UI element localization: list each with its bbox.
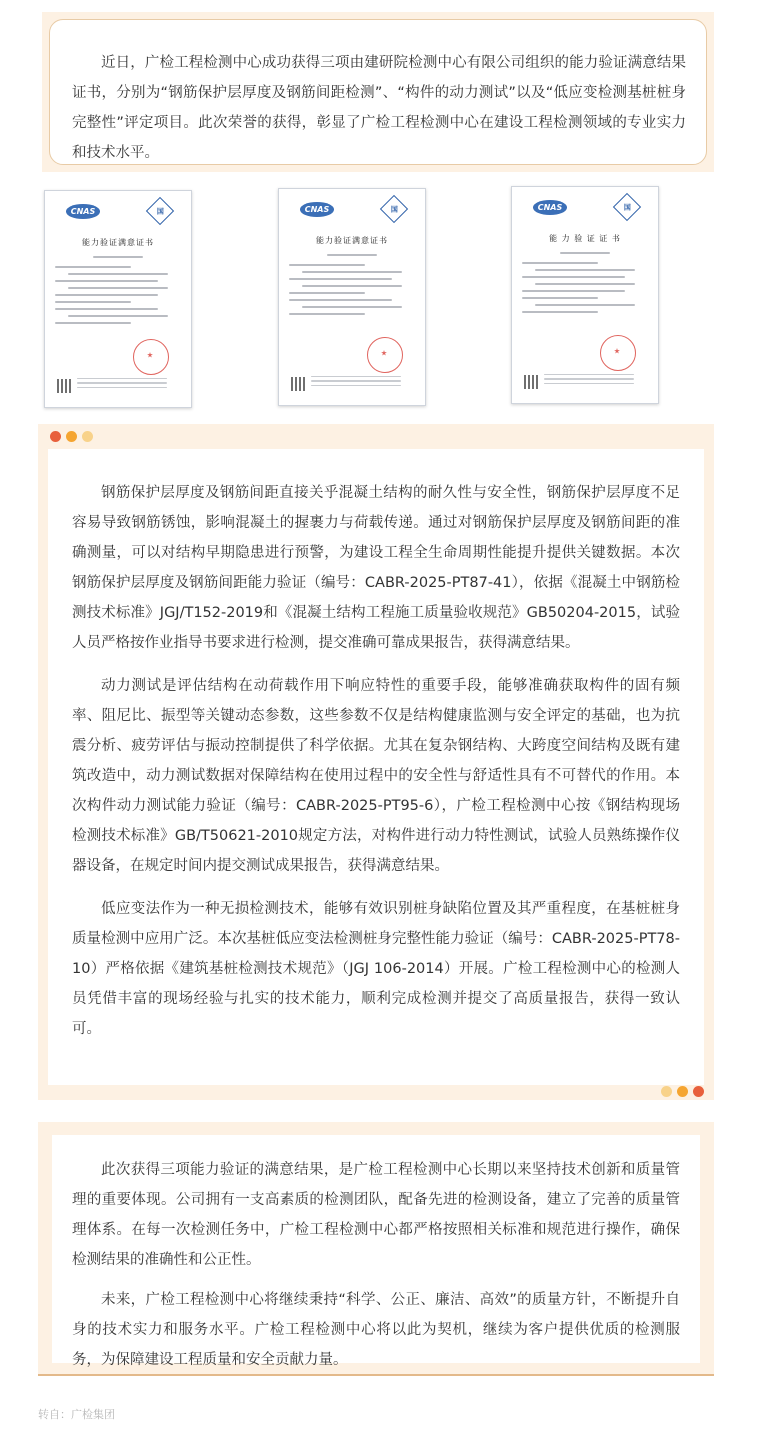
paragraph-rebar-cover: 钢筋保护层厚度及钢筋间距直接关乎混凝土结构的耐久性与安全性，钢筋保护层厚度不足容易导致钢筋锈蚀，影响混凝土的握裹力与荷载传递。通过对钢筋保护层厚度及钢筋间距的准确测量，可以对结构早期隐患进行预警，为建设工程全生命周期性能提升提供关键数据。本次钢筋保护层厚度及钢筋间距能力验证（编号：CABR-2025-PT87-41），依据《混凝土中钢筋检测技术标准》JGJ/T152-2019和《混凝土结构工程施工质量验收规范》GB50204-2015，试验人员严格按作业指导书要求进行检测，提交准确可靠成果报告，获得满意结果。 (72, 485, 680, 651)
qr-code-icon (524, 375, 538, 389)
intro-section (42, 12, 714, 172)
closing-section (38, 1122, 714, 1376)
certificate-title: 能力验证满意证书 (316, 236, 388, 245)
intro-card (49, 19, 707, 165)
institute-logo-icon: 国 (380, 195, 408, 223)
certificate-gallery (0, 186, 761, 408)
main-card (48, 449, 704, 1085)
red-seal-icon (600, 335, 636, 371)
institute-logo-icon: 国 (146, 197, 174, 225)
certificate-title: 能力验证满意证书 (82, 238, 154, 247)
certificate-image (278, 188, 426, 406)
paragraph-low-strain: 低应变法作为一种无损检测技术，能够有效识别桩身缺陷位置及其严重程度，在基桩桩身质量检测中应用广泛。本次基桩低应变法检测桩身完整性能力验证（编号：CABR-2025-PT78-10）严格依据《建筑基桩检测技术规范》（JGJ 106-2014）开展。广检工程检测中心的检测人员凭借丰富的现场经验与扎实的技术能力，顺利完成检测并提交了高质量报告，获得一致认可。 (72, 901, 680, 1037)
red-seal-icon (133, 339, 169, 375)
qr-code-icon (291, 377, 305, 391)
qr-code-icon (57, 379, 71, 393)
decorative-dots-top (50, 431, 93, 442)
source-credit: 转自：广检集团 (38, 1408, 115, 1421)
institute-logo-icon: 国 (613, 193, 641, 221)
dot-icon (66, 431, 77, 442)
divider (38, 1374, 714, 1376)
decorative-dots-bottom (661, 1086, 704, 1097)
red-seal-icon (367, 337, 403, 373)
paragraph-dynamic-test: 动力测试是评估结构在动荷载作用下响应特性的重要手段，能够准确获取构件的固有频率、阻尼比、振型等关键动态参数，这些参数不仅是结构健康监测与安全评定的基础，也为抗震分析、疲劳评估与振动控制提供了科学依据。尤其在复杂钢结构、大跨度空间结构及既有建筑改造中，动力测试数据对保障结构在使用过程中的安全性与舒适性具有不可替代的作用。本次构件动力测试能力验证（编号：CABR-2025-PT95-6），广检工程检测中心按《钢结构现场检测技术标准》GB/T50621-2010规定方法，对构件进行动力特性测试，试验人员熟练操作仪器设备，在规定时间内提交测试成果报告，获得满意结果。 (72, 678, 680, 874)
main-section (38, 424, 714, 1100)
certificate-image (511, 186, 659, 404)
dot-icon (661, 1086, 672, 1097)
dot-icon (50, 431, 61, 442)
paragraph-summary: 此次获得三项能力验证的满意结果，是广检工程检测中心长期以来坚持技术创新和质量管理的重要体现。公司拥有一支高素质的检测团队，配备先进的检测设备，建立了完善的质量管理体系。在每一次检测任务中，广检工程检测中心都严格按照相关标准和规范进行操作，确保检测结果的准确性和公正性。 (72, 1162, 680, 1268)
dot-icon (693, 1086, 704, 1097)
intro-text: 近日，广检工程检测中心成功获得三项由建研院检测中心有限公司组织的能力验证满意结果证书，分别为“钢筋保护层厚度及钢筋间距检测”、“构件的动力测试”以及“低应变检测基桩桩身完整性”评定项目。此次荣誉的获得，彰显了广检工程检测中心在建设工程检测领域的专业实力和技术水平。 (72, 55, 686, 161)
cnas-logo: CNAS (66, 204, 101, 219)
certificate-image (44, 190, 192, 408)
paragraph-future: 未来，广检工程检测中心将继续秉持“科学、公正、廉洁、高效”的质量方针，不断提升自身的技术实力和服务水平。广检工程检测中心将以此为契机，继续为客户提供优质的检测服务，为保障建设工程质量和安全贡献力量。 (72, 1292, 680, 1368)
closing-card (52, 1135, 700, 1368)
dot-icon (677, 1086, 688, 1097)
dot-icon (82, 431, 93, 442)
cnas-logo: CNAS (300, 202, 335, 217)
certificate-title: 能 力 验 证 证 书 (549, 234, 621, 243)
cnas-logo: CNAS (533, 200, 568, 215)
